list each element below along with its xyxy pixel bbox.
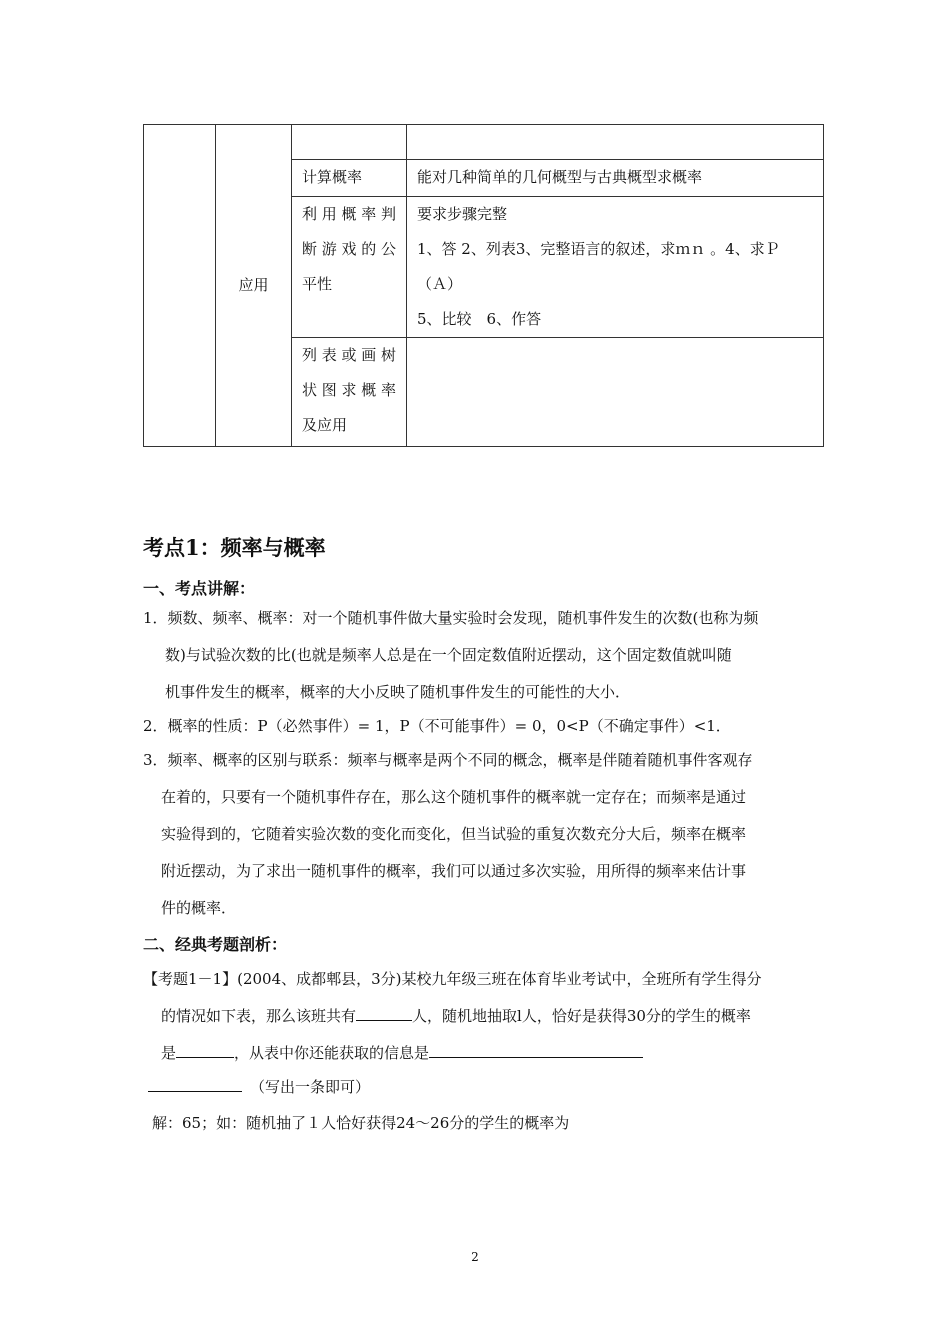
subheading-explanation: 一、考点讲解： [143, 579, 256, 598]
example-line-1: 【考题1－1】(2004、成都郫县，3分)某校九年级三班在体育毕业考试中，全班所有学生得分 [143, 970, 762, 988]
subheading-examples: 二、经典考题剖析： [143, 935, 288, 954]
paragraph-2: 2．概率的性质：P（必然事件）= 1，P（不可能事件）= 0，0<P（不确定事件）<1． [143, 717, 731, 735]
outline-table [143, 124, 824, 447]
table-item: 计算概率 [292, 160, 407, 197]
example-line-3: 是 ，从表中你还能获取的信息是 [161, 1042, 643, 1063]
answer-blank [356, 1006, 412, 1021]
table-desc [407, 338, 824, 447]
solution-line: 解：65；如：随机抽了１人恰好获得24～26分的学生的概率为 [152, 1114, 570, 1132]
paragraph-3: 3．频率、概率的区别与联系：频率与概率是两个不同的概念，概率是伴随着随机事件客观存 在着的，只要有一个随机事件存在，那么这个随机事件的概率就一定存在；而频率是通过 实验得到的，它随着实验次数的变化而变化，但当试验的重复次数充分大后，频率在概率 附近摆动，为了求出一随机事件的概率，我们可以通过多次实验，用所得的频率来估计事 件的概率． [143, 751, 753, 917]
example-tag: 【考题1－1】 [143, 970, 238, 988]
answer-blank [176, 1043, 234, 1058]
section-title: 考点1：频率与概率 [143, 535, 326, 560]
table-desc: 能对几种简单的几何概型与古典概型求概率 [407, 160, 824, 197]
paragraph-1: 1．频数、频率、概率：对一个随机事件做大量实验时会发现，随机事件发生的次数(也称为频 数)与试验次数的比(也就是频率人总是在一个固定数值附近摆动，这个固定数值就叫随 机事件发生的概率，概率的大小反映了随机事件发生的可能性的大小． [143, 609, 759, 701]
table-desc [407, 125, 824, 160]
table-desc: 要求步骤完整 1、答 2、列表3、完整语言的叙述，求ｍｎ 。4、求Ｐ（Ａ） 5、比较 6、作答 [407, 197, 824, 338]
table-item: 利用概率判 断游戏的公 平性 [292, 197, 407, 338]
example-line-2: 的情况如下表，那么该班共有 人，随机地抽取l人，恰好是获得30分的学生的概率 [161, 1007, 751, 1025]
example-line-4: （写出一条即可） [148, 1076, 370, 1097]
answer-blank [148, 1077, 242, 1092]
table-item [292, 125, 407, 160]
table-group-label: 应用 [216, 125, 292, 447]
table-item: 列表或画树 状图求概率 及应用 [292, 338, 407, 447]
table-blank-cell [144, 125, 216, 447]
answer-blank [429, 1043, 643, 1058]
page-number: 2 [471, 1250, 479, 1264]
